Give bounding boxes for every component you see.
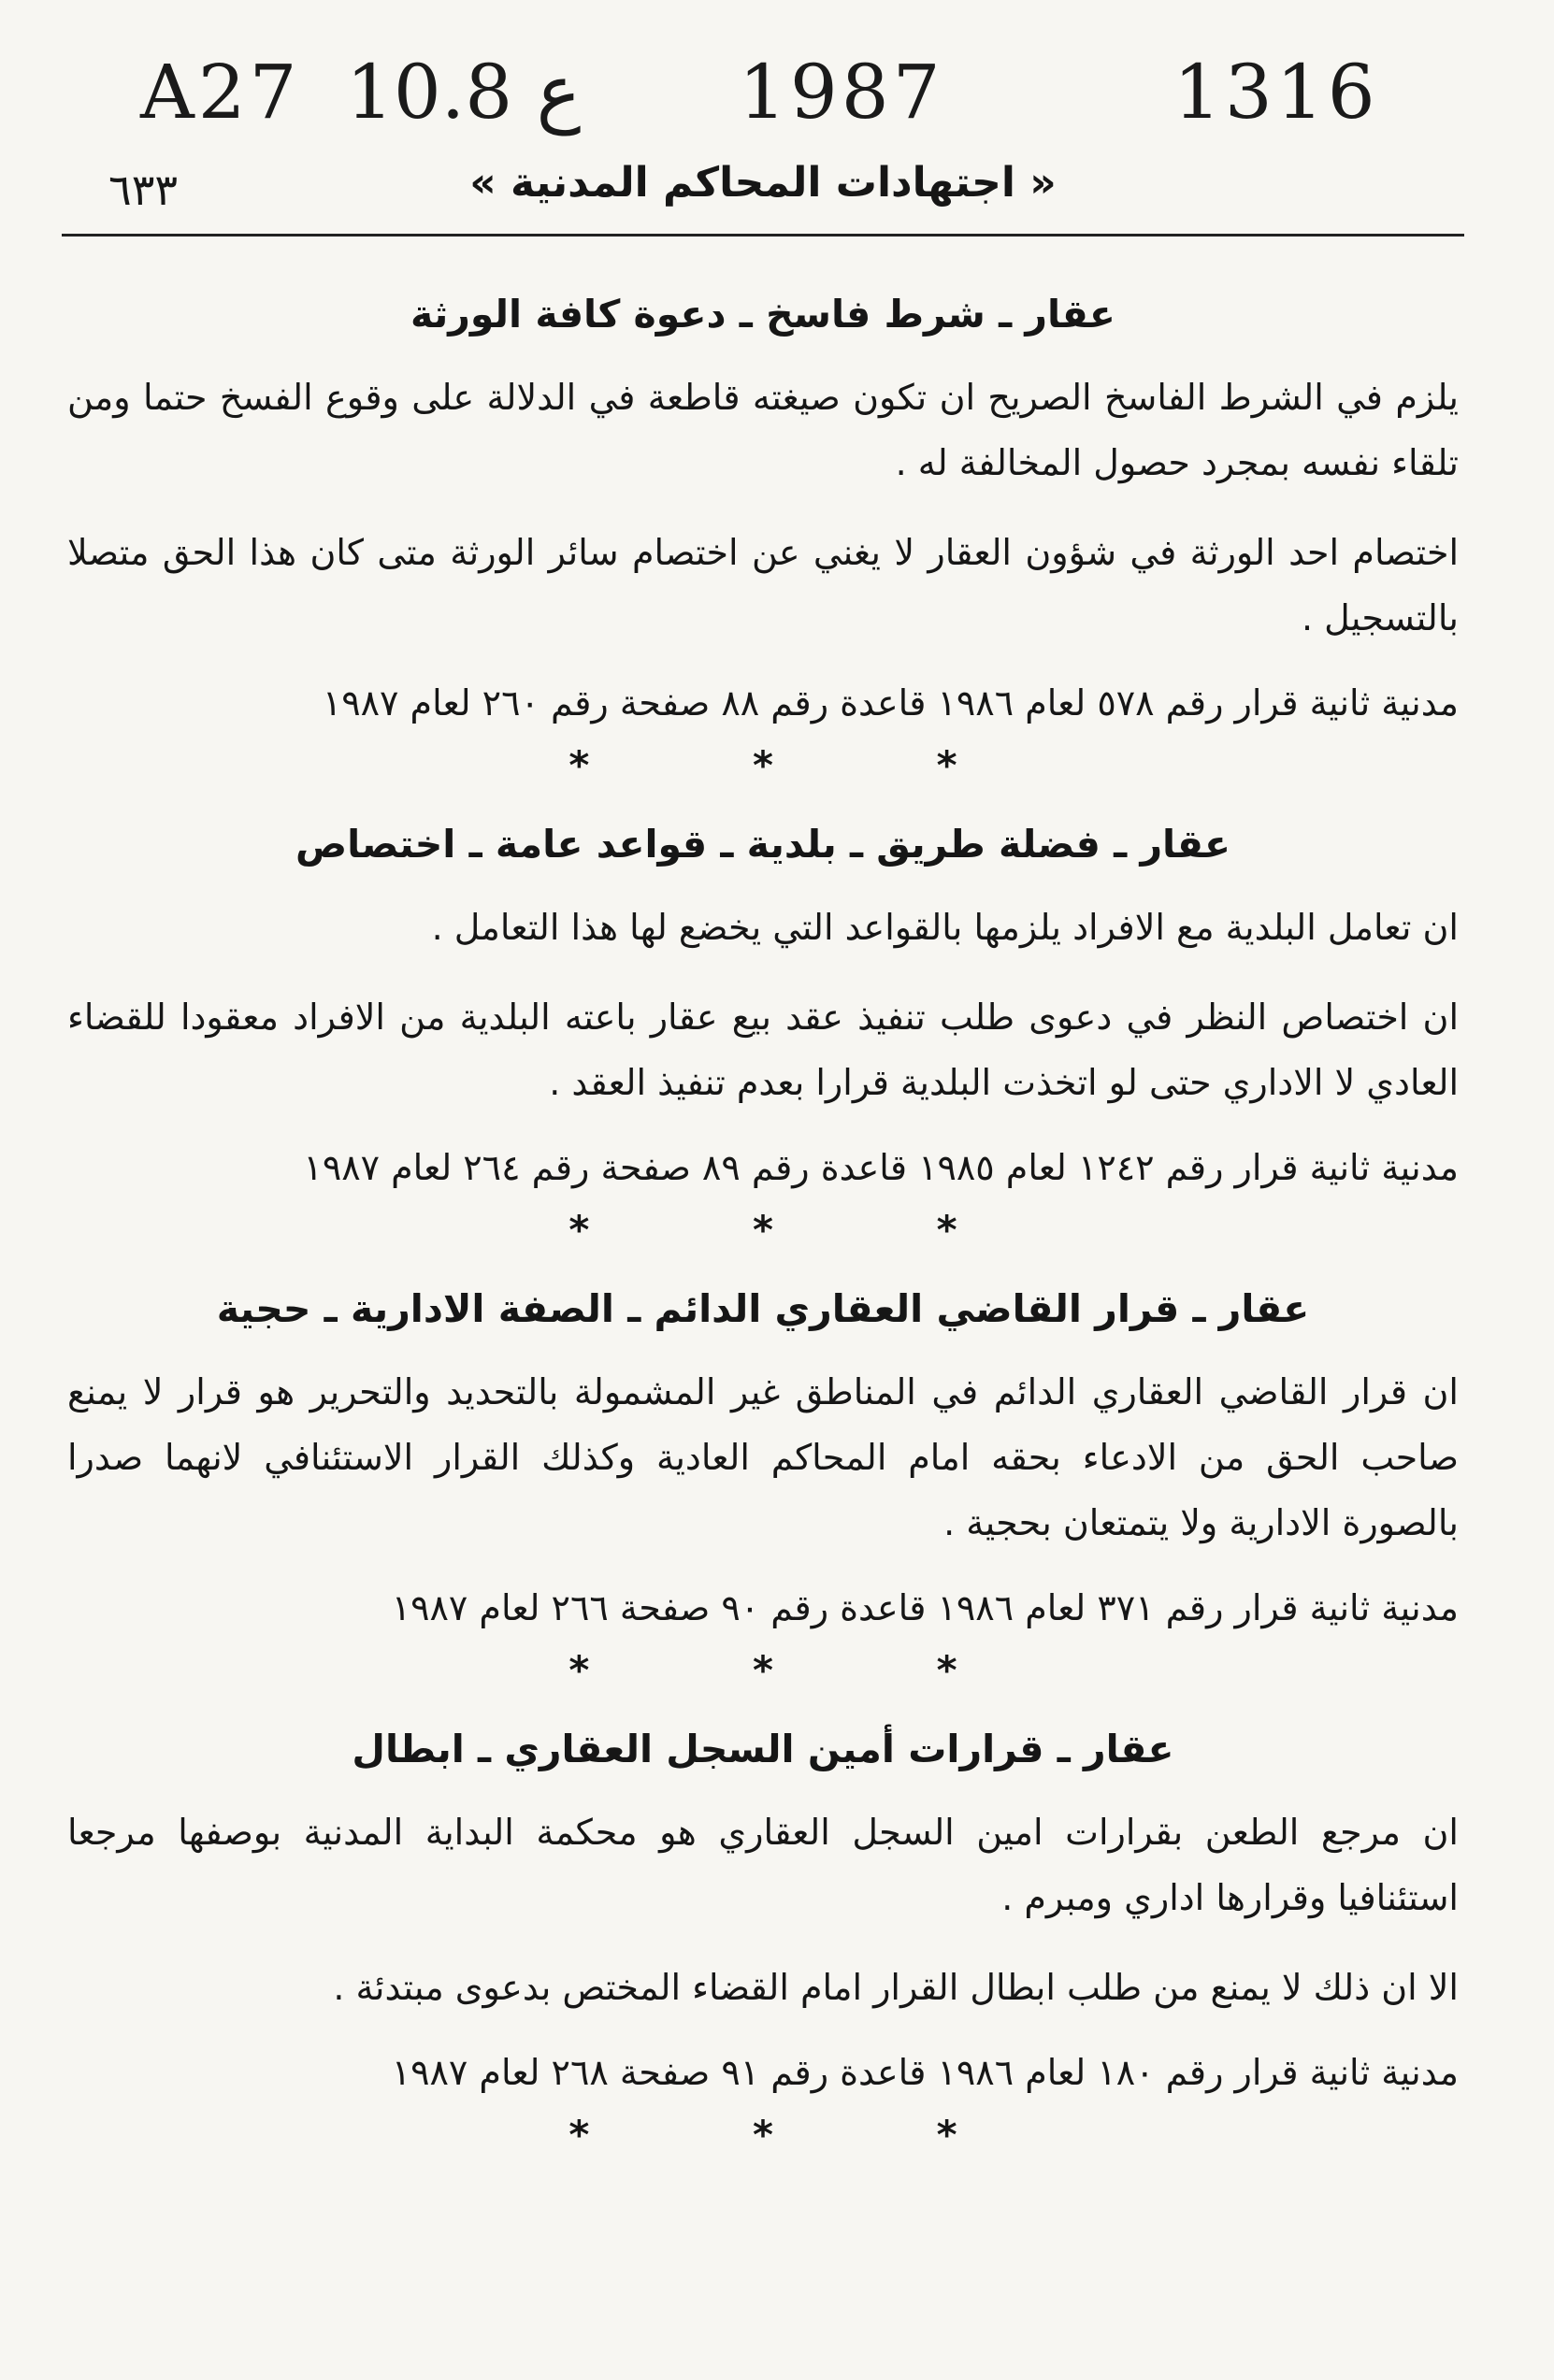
ruling-paragraph: الا ان ذلك لا يمنع من طلب ابطال القرار امام القضاء المختص بدعوى مبتدئة . <box>333 1967 1459 2008</box>
section-separator: * * * <box>568 1207 1032 1253</box>
running-header <box>62 159 1464 224</box>
handwritten-mark: A27 <box>140 49 301 136</box>
header-divider <box>62 234 1464 237</box>
case-citation: مدنية ثانية قرار رقم ٣٧١ لعام ١٩٨٦ قاعدة رقم ٩٠ صفحة ٢٦٦ لعام ١٩٨٧ <box>391 1587 1459 1628</box>
case-citation: مدنية ثانية قرار رقم ١٨٠ لعام ١٩٨٦ قاعدة رقم ٩١ صفحة ٢٦٨ لعام ١٩٨٧ <box>391 2052 1459 2093</box>
journal-title: « اجتهادات المحاكم المدنية » <box>469 159 1057 207</box>
entry <box>62 1727 1464 2158</box>
entry-title: عقار ـ قرار القاضي العقاري الدائم ـ الصفة الادارية ـ حجية <box>216 1286 1310 1331</box>
ruling-paragraph: اختصام احد الورثة في شؤون العقار لا يغني عن اختصام سائر الورثة متى كان هذا الحق متصلا بالتسجيل . <box>67 532 1459 638</box>
entry-title: عقار ـ شرط فاسخ ـ دعوة كافة الورثة <box>410 292 1115 337</box>
entry <box>62 822 1464 1253</box>
entry <box>62 1286 1464 1693</box>
handwritten-annotations <box>0 49 1554 151</box>
case-citation: مدنية ثانية قرار رقم ٥٧٨ لعام ١٩٨٦ قاعدة رقم ٨٨ صفحة رقم ٢٦٠ لعام ١٩٨٧ <box>322 682 1459 724</box>
section-separator: * * * <box>568 2112 1032 2158</box>
page-number: ٦٣٣ <box>108 165 179 215</box>
handwritten-mark: 10.8 ع <box>346 49 582 136</box>
ruling-paragraph: ان تعامل البلدية مع الافراد يلزمها بالقواعد التي يخضع لها هذا التعامل . <box>431 907 1459 948</box>
ruling-paragraph: يلزم في الشرط الفاسخ الصريح ان تكون صيغته قاطعة في الدلالة على وقوع الفسخ حتما ومن تلقاء نفسه بمجرد حصول المخالفة له . <box>67 377 1459 483</box>
entry-title: عقار ـ فضلة طريق ـ بلدية ـ قواعد عامة ـ اختصاص <box>295 822 1230 867</box>
section-separator: * * * <box>568 742 1032 788</box>
page-body <box>62 271 1464 2191</box>
handwritten-mark: 1987 <box>739 49 944 136</box>
handwritten-mark: 1316 <box>1173 49 1379 136</box>
entry-title: عقار ـ قرارات أمين السجل العقاري ـ ابطال <box>352 1727 1174 1771</box>
ruling-paragraph: ان اختصاص النظر في دعوى طلب تنفيذ عقد بيع عقار باعته البلدية من الافراد معقودا للقضاء العادي لا الاداري حتى لو اتخذت البلدية قرارا بعدم تنفيذ العقد . <box>67 996 1459 1103</box>
ruling-paragraph: ان قرار القاضي العقاري الدائم في المناطق غير المشمولة بالتحديد والتحرير هو قرار لا يمنع صاحب الحق من الادعاء بحقه امام المحاكم العادية وكذلك القرار الاستئنافي لانهما صدرا بالصورة الادارية ولا يتمتعان بحجية . <box>67 1371 1459 1543</box>
entry <box>62 292 1464 788</box>
case-citation: مدنية ثانية قرار رقم ١٢٤٢ لعام ١٩٨٥ قاعدة رقم ٨٩ صفحة رقم ٢٦٤ لعام ١٩٨٧ <box>303 1147 1459 1188</box>
section-separator: * * * <box>568 1647 1032 1693</box>
ruling-paragraph: ان مرجع الطعن بقرارات امين السجل العقاري هو محكمة البداية المدنية بوصفها مرجعا استئنافيا وقرارها اداري ومبرم . <box>67 1812 1459 1918</box>
